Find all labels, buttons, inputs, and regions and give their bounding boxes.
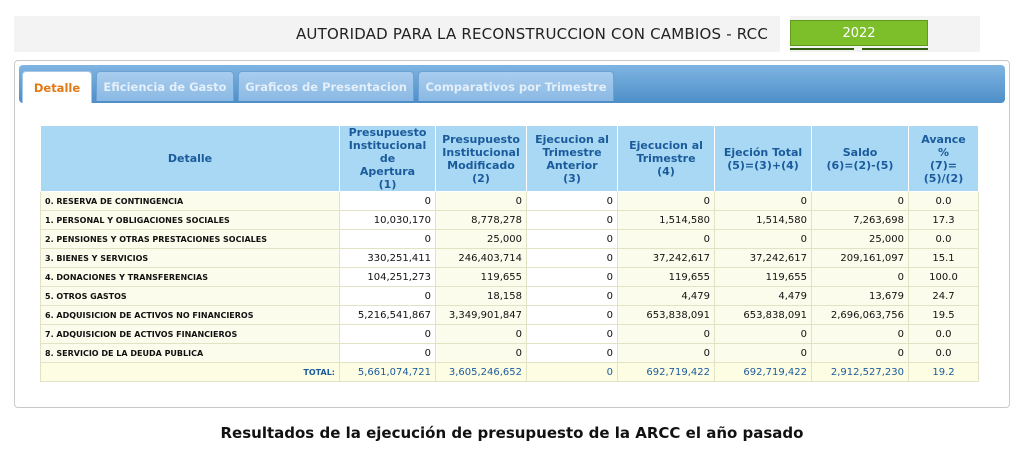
cell-pim: 0 xyxy=(436,192,527,211)
cell-saldo: 25,000 xyxy=(812,230,909,249)
cell-saldo: 7,263,698 xyxy=(812,211,909,230)
cell-trim: 4,479 xyxy=(618,287,715,306)
cell-saldo: 0 xyxy=(812,268,909,287)
cell-pia: 104,251,273 xyxy=(340,268,436,287)
cell-pia: 0 xyxy=(340,325,436,344)
cell-avance: 19.5 xyxy=(909,306,979,325)
table-header-row xyxy=(41,126,979,192)
header-avance: Avance % (7)=(5)/(2) xyxy=(909,126,979,192)
cell-pia: 10,030,170 xyxy=(340,211,436,230)
row-label: 5. OTROS GASTOS xyxy=(41,287,340,306)
total-label: TOTAL: xyxy=(41,363,340,382)
tab-graficos-de-presentacion[interactable]: Graficos de Presentacion xyxy=(238,71,414,101)
total-pim: 3,605,246,652 xyxy=(436,363,527,382)
cell-pim: 246,403,714 xyxy=(436,249,527,268)
total-pia: 5,661,074,721 xyxy=(340,363,436,382)
budget-table xyxy=(40,125,979,382)
cell-trim: 0 xyxy=(618,325,715,344)
table-row xyxy=(41,306,979,325)
year-selector[interactable]: 2022 xyxy=(790,20,928,46)
total-ant: 0 xyxy=(527,363,618,382)
row-label: 1. PERSONAL Y OBLIGACIONES SOCIALES xyxy=(41,211,340,230)
row-label: 6. ADQUISICION DE ACTIVOS NO FINANCIEROS xyxy=(41,306,340,325)
row-label: 3. BIENES Y SERVICIOS xyxy=(41,249,340,268)
cell-saldo: 0 xyxy=(812,192,909,211)
cell-avance: 0.0 xyxy=(909,230,979,249)
cell-saldo: 0 xyxy=(812,344,909,363)
cell-avance: 17.3 xyxy=(909,211,979,230)
cell-total: 4,479 xyxy=(715,287,812,306)
year-selector-area xyxy=(790,16,980,52)
header-presupuesto-modificado: Presupuesto Institucional Modificado (2) xyxy=(436,126,527,192)
content-panel xyxy=(14,60,1010,408)
cell-total: 37,242,617 xyxy=(715,249,812,268)
header-detalle: Detalle xyxy=(41,126,340,192)
tab-strip xyxy=(19,65,1005,103)
table-row xyxy=(41,211,979,230)
row-label: 2. PENSIONES Y OTRAS PRESTACIONES SOCIALES xyxy=(41,230,340,249)
header-ejecucion-trimestre: Ejecucion al Trimestre (4) xyxy=(618,126,715,192)
page-title: AUTORIDAD PARA LA RECONSTRUCCION CON CAMBIOS - RCC xyxy=(295,25,768,43)
cell-pim: 25,000 xyxy=(436,230,527,249)
cell-ant: 0 xyxy=(527,325,618,344)
row-label: 4. DONACIONES Y TRANSFERENCIAS xyxy=(41,268,340,287)
cell-pim: 3,349,901,847 xyxy=(436,306,527,325)
cell-pia: 0 xyxy=(340,287,436,306)
cell-avance: 24.7 xyxy=(909,287,979,306)
cell-ant: 0 xyxy=(527,287,618,306)
table-row xyxy=(41,268,979,287)
cell-total: 1,514,580 xyxy=(715,211,812,230)
cell-trim: 1,514,580 xyxy=(618,211,715,230)
cell-avance: 0.0 xyxy=(909,192,979,211)
row-label: 7. ADQUISICION DE ACTIVOS FINANCIEROS xyxy=(41,325,340,344)
cell-total: 0 xyxy=(715,192,812,211)
total-avance: 19.2 xyxy=(909,363,979,382)
header-ejecucion-anterior: Ejecucion al Trimestre Anterior (3) xyxy=(527,126,618,192)
total-trim: 692,719,422 xyxy=(618,363,715,382)
cell-ant: 0 xyxy=(527,230,618,249)
cell-trim: 0 xyxy=(618,344,715,363)
cell-ant: 0 xyxy=(527,249,618,268)
cell-pia: 5,216,541,867 xyxy=(340,306,436,325)
cell-ant: 0 xyxy=(527,192,618,211)
table-row xyxy=(41,344,979,363)
cell-total: 0 xyxy=(715,230,812,249)
cell-pim: 0 xyxy=(436,344,527,363)
cell-trim: 0 xyxy=(618,192,715,211)
cell-avance: 15.1 xyxy=(909,249,979,268)
cell-pia: 0 xyxy=(340,344,436,363)
cell-trim: 119,655 xyxy=(618,268,715,287)
cell-ant: 0 xyxy=(527,344,618,363)
header-ejecucion-total: Ejeción Total (5)=(3)+(4) xyxy=(715,126,812,192)
table-row xyxy=(41,325,979,344)
header-presupuesto-apertura: Presupuesto Institucional de Apertura (1) xyxy=(340,126,436,192)
cell-pim: 0 xyxy=(436,325,527,344)
cell-saldo: 209,161,097 xyxy=(812,249,909,268)
caption-text: Resultados de la ejecución de presupuesto de la ARCC el año pasado xyxy=(220,424,804,442)
row-label: 8. SERVICIO DE LA DEUDA PUBLICA xyxy=(41,344,340,363)
total-saldo: 2,912,527,230 xyxy=(812,363,909,382)
cell-total: 119,655 xyxy=(715,268,812,287)
cell-pia: 330,251,411 xyxy=(340,249,436,268)
tab-comparativos-por-trimestre[interactable]: Comparativos por Trimestre xyxy=(418,71,614,101)
cell-saldo: 0 xyxy=(812,325,909,344)
cell-pia: 0 xyxy=(340,192,436,211)
cell-avance: 0.0 xyxy=(909,344,979,363)
cell-pim: 119,655 xyxy=(436,268,527,287)
cell-pia: 0 xyxy=(340,230,436,249)
row-label: 0. RESERVA DE CONTINGENCIA xyxy=(41,192,340,211)
cell-total: 653,838,091 xyxy=(715,306,812,325)
cell-ant: 0 xyxy=(527,268,618,287)
cell-ant: 0 xyxy=(527,211,618,230)
cell-total: 0 xyxy=(715,344,812,363)
cell-ant: 0 xyxy=(527,306,618,325)
tab-detalle[interactable]: Detalle xyxy=(22,71,92,103)
tab-eficiencia-de-gasto[interactable]: Eficiencia de Gasto xyxy=(96,71,234,101)
cell-avance: 100.0 xyxy=(909,268,979,287)
header-saldo: Saldo (6)=(2)-(5) xyxy=(812,126,909,192)
cell-avance: 0.0 xyxy=(909,325,979,344)
cell-trim: 653,838,091 xyxy=(618,306,715,325)
cell-saldo: 2,696,063,756 xyxy=(812,306,909,325)
table-row xyxy=(41,230,979,249)
table-row xyxy=(41,192,979,211)
cell-pim: 8,778,278 xyxy=(436,211,527,230)
cell-trim: 0 xyxy=(618,230,715,249)
table-total-row xyxy=(41,363,979,382)
cell-pim: 18,158 xyxy=(436,287,527,306)
total-total: 692,719,422 xyxy=(715,363,812,382)
cell-total: 0 xyxy=(715,325,812,344)
table-row xyxy=(41,249,979,268)
table-row xyxy=(41,287,979,306)
header-bar xyxy=(14,16,780,52)
cell-trim: 37,242,617 xyxy=(618,249,715,268)
year-underline-left xyxy=(790,48,854,50)
year-underline-right xyxy=(862,48,928,50)
cell-saldo: 13,679 xyxy=(812,287,909,306)
